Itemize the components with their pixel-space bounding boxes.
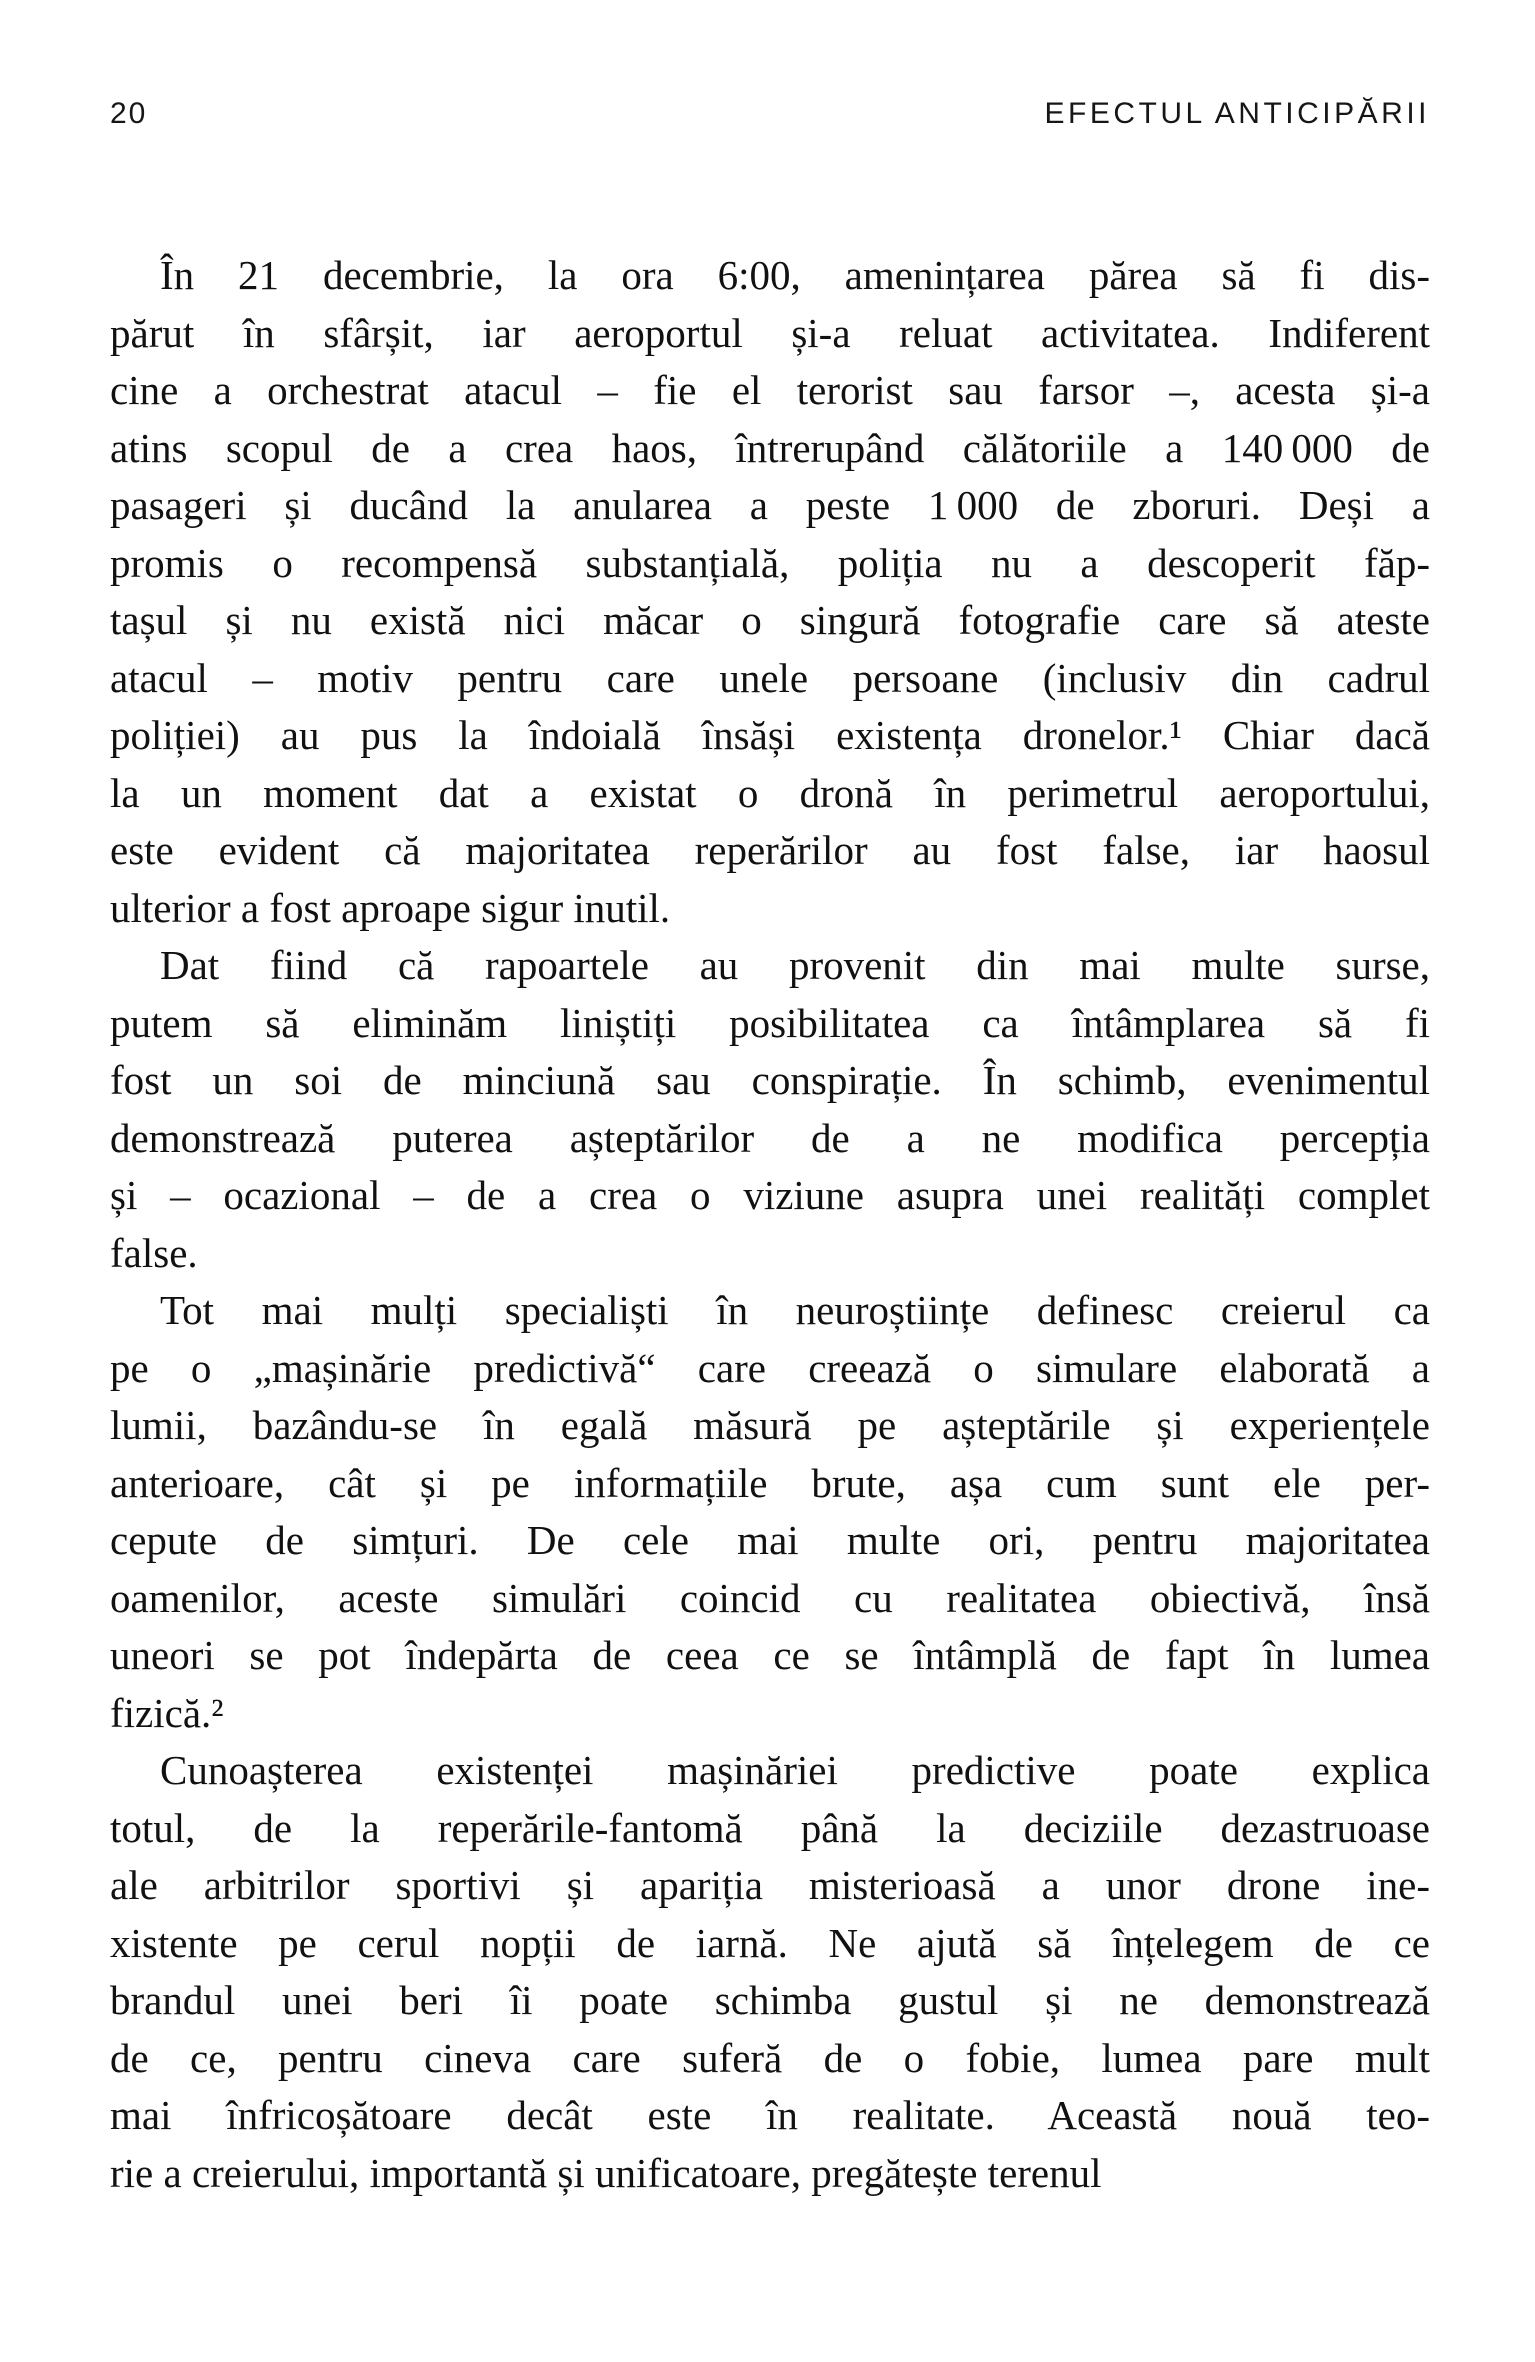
- text-line: demonstrează puterea așteptărilor de a ne modifica percepția: [110, 1114, 1430, 1161]
- text-line: de ce, pentru cineva care suferă de o fobie, lumea pare mult: [110, 2034, 1430, 2081]
- text-line: totul, de la reperările-fantomă până la deciziile dezastruoase: [110, 1804, 1430, 1851]
- text-line: false.: [110, 1229, 198, 1276]
- text-line: anterioare, cât și pe informațiile brute, așa cum sunt ele per-: [110, 1459, 1430, 1506]
- text-line: brandul unei beri îi poate schimba gustul și ne demonstrează: [110, 1977, 1430, 2023]
- text-line: și – ocazional – de a crea o viziune asupra unei realități complet: [110, 1172, 1430, 1218]
- paragraph: [110, 247, 1430, 937]
- page-number: 20: [110, 97, 148, 130]
- page-header: [110, 96, 1430, 132]
- text-line: xistente pe cerul nopții de iarnă. Ne ajută să înțelegem de ce: [110, 1919, 1430, 1966]
- text-line: mai înfricoșătoare decât este în realitate. Această nouă teo-: [110, 2092, 1430, 2138]
- running-title: EFECTUL ANTICIPĂRII: [1044, 97, 1430, 130]
- text-line: putem să eliminăm liniștiți posibilitatea ca întâmplarea să fi: [110, 999, 1430, 1046]
- text-line: atins scopul de a crea haos, întrerupând călătoriile a 140 000 de: [110, 424, 1430, 471]
- text-line: În 21 decembrie, la ora 6:00, amenințarea părea să fi dis-: [160, 252, 1430, 298]
- paragraph: [110, 1742, 1430, 2202]
- text-line: uneori se pot îndepărta de ceea ce se întâmplă de fapt în lumea: [110, 1632, 1430, 1678]
- text-line: fost un soi de minciună sau conspirație. În schimb, evenimentul: [110, 1057, 1430, 1103]
- text-line: Dat fiind că rapoartele au provenit din mai multe surse,: [160, 942, 1430, 988]
- text-line: fizică.²: [110, 1689, 224, 1736]
- text-line: Cunoașterea existenței mașinăriei predictive poate explica: [160, 1747, 1430, 1793]
- text-line: la un moment dat a existat o dronă în perimetrul aeroportului,: [110, 769, 1430, 816]
- text-line: poliției) au pus la îndoială însăși existența dronelor.¹ Chiar dacă: [110, 712, 1430, 758]
- text-line: ulterior a fost aproape sigur inutil.: [110, 884, 671, 931]
- text-line: cepute de simțuri. De cele mai multe ori, pentru majoritatea: [110, 1517, 1430, 1563]
- page-body: [110, 247, 1430, 2202]
- text-line: oamenilor, aceste simulări coincid cu realitatea obiectivă, însă: [110, 1574, 1430, 1621]
- text-line: ale arbitrilor sportivi și apariția misterioasă a unor drone ine-: [110, 1862, 1430, 1908]
- text-line: Tot mai mulți specialiști în neuroștiințe definesc creierul ca: [160, 1287, 1430, 1333]
- text-line: pasageri și ducând la anularea a peste 1 000 de zboruri. Deși a: [110, 482, 1430, 528]
- text-line: lumii, bazându-se în egală măsură pe așteptările și experiențele: [110, 1402, 1430, 1448]
- text-line: părut în sfârșit, iar aeroportul și-a reluat activitatea. Indiferent: [110, 309, 1430, 356]
- text-line: atacul – motiv pentru care unele persoane (inclusiv din cadrul: [110, 654, 1430, 701]
- text-line: promis o recompensă substanțială, poliția nu a descoperit făp-: [110, 539, 1430, 586]
- paragraph: [110, 937, 1430, 1282]
- text-line: este evident că majoritatea reperărilor au fost false, iar haosul: [110, 827, 1430, 873]
- text-line: rie a creierului, importantă și unificatoare, pregătește terenul: [110, 2149, 1102, 2196]
- paragraph: [110, 1282, 1430, 1742]
- text-line: pe o „mașinărie predictivă“ care creează o simulare elaborată a: [110, 1344, 1430, 1391]
- text-line: tașul și nu există nici măcar o singură fotografie care să ateste: [110, 597, 1430, 643]
- text-line: cine a orchestrat atacul – fie el terorist sau farsor –, acesta și-a: [110, 367, 1430, 413]
